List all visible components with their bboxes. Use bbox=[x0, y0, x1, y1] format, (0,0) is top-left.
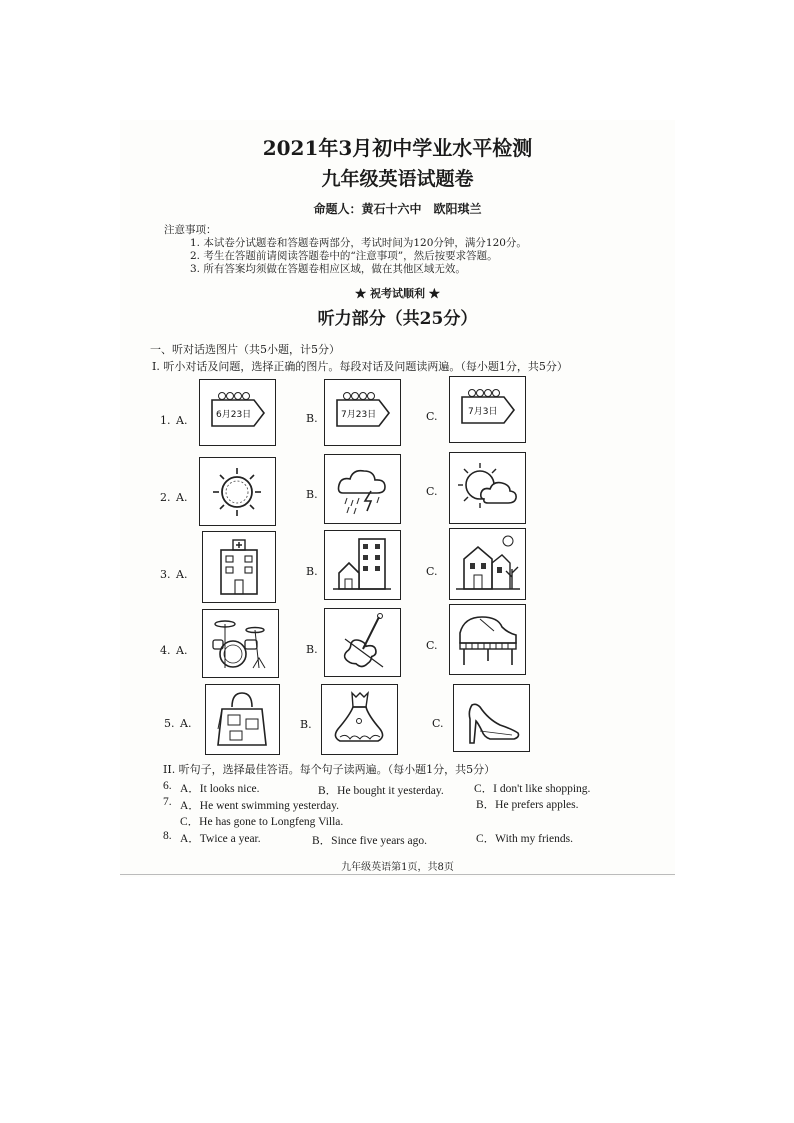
option-label-c: C. bbox=[426, 639, 438, 652]
question-number: 1. bbox=[160, 414, 171, 427]
q3-option-b-image[interactable] bbox=[324, 530, 401, 600]
handbag-icon bbox=[206, 685, 279, 754]
exam-subtitle: 九年级英语试题卷 bbox=[321, 168, 474, 190]
option-label-c: C. bbox=[426, 485, 438, 498]
notes-heading: 注意事项： bbox=[164, 224, 217, 236]
notes-item-1: 1. 本试卷分试题卷和答题卷两部分，考试时间为120分钟，满分120分。 bbox=[190, 237, 527, 249]
violin-icon bbox=[325, 609, 400, 676]
option-label-c: C. bbox=[426, 565, 438, 578]
question-number: 5. bbox=[164, 717, 175, 730]
option-label-a: A. bbox=[176, 414, 188, 427]
exam-title: 2021年3月初中学业水平检测 bbox=[262, 136, 533, 160]
option-label-c: C. bbox=[426, 410, 438, 423]
q6-option-c[interactable]: C．I don't like shopping. bbox=[474, 783, 591, 795]
hospital-icon bbox=[203, 532, 275, 602]
option-label-a: A. bbox=[180, 717, 192, 730]
calendar-date-text: 6月23日 bbox=[216, 410, 252, 420]
q8-option-a[interactable]: A．Twice a year. bbox=[180, 833, 261, 845]
exam-authors: 命题人：黄石十六中 欧阳琪兰 bbox=[313, 202, 482, 216]
dress-icon bbox=[322, 685, 397, 754]
high-heel-shoe-icon bbox=[454, 685, 529, 751]
q4-option-a-image[interactable] bbox=[202, 609, 279, 678]
haunted-house-icon bbox=[450, 529, 525, 599]
sun-icon bbox=[200, 458, 275, 525]
blessing-text: ★ 祝考试顺利 ★ bbox=[355, 287, 440, 300]
calendar-icon bbox=[325, 380, 400, 445]
q4-option-c-image[interactable] bbox=[449, 604, 526, 675]
exam-page bbox=[120, 120, 675, 877]
q3-option-a-image[interactable] bbox=[202, 531, 276, 603]
option-label-b: B. bbox=[306, 643, 318, 656]
option-label-a: A. bbox=[176, 491, 188, 504]
option-label-b: B. bbox=[306, 412, 318, 425]
q2-option-b-image[interactable] bbox=[324, 454, 401, 524]
q7-option-b[interactable]: B．He prefers apples. bbox=[476, 799, 579, 811]
q5-option-b-image[interactable] bbox=[321, 684, 398, 755]
q4-option-b-image[interactable] bbox=[324, 608, 401, 677]
listening-title: 听力部分（共25分） bbox=[317, 309, 478, 329]
q8-option-b[interactable]: B．Since five years ago. bbox=[312, 835, 427, 847]
option-label-a: A. bbox=[176, 644, 188, 657]
q1-option-a-image[interactable] bbox=[199, 379, 276, 446]
calendar-date-text: 7月3日 bbox=[468, 407, 498, 417]
q5-option-c-image[interactable] bbox=[453, 684, 530, 752]
q1-option-b-image[interactable] bbox=[324, 379, 401, 446]
calendar-icon bbox=[200, 380, 275, 445]
q7-option-c[interactable]: C．He has gone to Longfeng Villa. bbox=[180, 816, 344, 828]
apartment-building-icon bbox=[325, 531, 400, 599]
part-1-instructions: Ⅰ. 听小对话及问题，选择正确的图片。每段对话及问题读两遍。（每小题1分，共5分） bbox=[152, 360, 568, 373]
option-label-b: B. bbox=[306, 565, 318, 578]
option-label-b: B. bbox=[306, 488, 318, 501]
question-number: 8. bbox=[163, 830, 172, 842]
q7-option-a[interactable]: A．He went swimming yesterday. bbox=[180, 800, 339, 812]
q6-option-b[interactable]: B．He bought it yesterday. bbox=[318, 785, 444, 797]
piano-icon bbox=[450, 605, 525, 674]
q6-option-a[interactable]: A．It looks nice. bbox=[180, 783, 260, 795]
drum-kit-icon bbox=[203, 610, 278, 677]
page-footer: 九年级英语第1页，共8页 bbox=[341, 862, 454, 873]
notes-item-3: 3. 所有答案均须做在答题卷相应区域，做在其他区域无效。 bbox=[190, 263, 466, 275]
q3-option-c-image[interactable] bbox=[449, 528, 526, 600]
thunderstorm-icon bbox=[325, 455, 400, 523]
option-label-a: A. bbox=[176, 568, 188, 581]
sun-cloud-icon bbox=[450, 453, 525, 523]
notes-item-2: 2. 考生在答题前请阅读答题卷中的“注意事项”，然后按要求答题。 bbox=[190, 250, 498, 262]
q5-option-a-image[interactable] bbox=[205, 684, 280, 755]
question-number: 2. bbox=[160, 491, 171, 504]
calendar-date-text: 7月23日 bbox=[341, 410, 377, 420]
option-label-b: B. bbox=[300, 718, 312, 731]
question-number: 3. bbox=[160, 568, 171, 581]
section-1-heading: 一、听对话选图片（共5小题，计5分） bbox=[150, 343, 340, 356]
q2-option-c-image[interactable] bbox=[449, 452, 526, 524]
part-2-instructions: II. 听句子，选择最佳答语。每个句子读两遍。（每小题1分，共5分） bbox=[163, 763, 496, 776]
footer-divider bbox=[120, 874, 675, 875]
q8-option-c[interactable]: C．With my friends. bbox=[476, 833, 573, 845]
question-number: 4. bbox=[160, 644, 171, 657]
option-label-c: C. bbox=[432, 717, 444, 730]
question-number: 6. bbox=[163, 780, 172, 792]
q2-option-a-image[interactable] bbox=[199, 457, 276, 526]
calendar-icon bbox=[450, 377, 525, 442]
question-number: 7. bbox=[163, 796, 172, 808]
q1-option-c-image[interactable] bbox=[449, 376, 526, 443]
